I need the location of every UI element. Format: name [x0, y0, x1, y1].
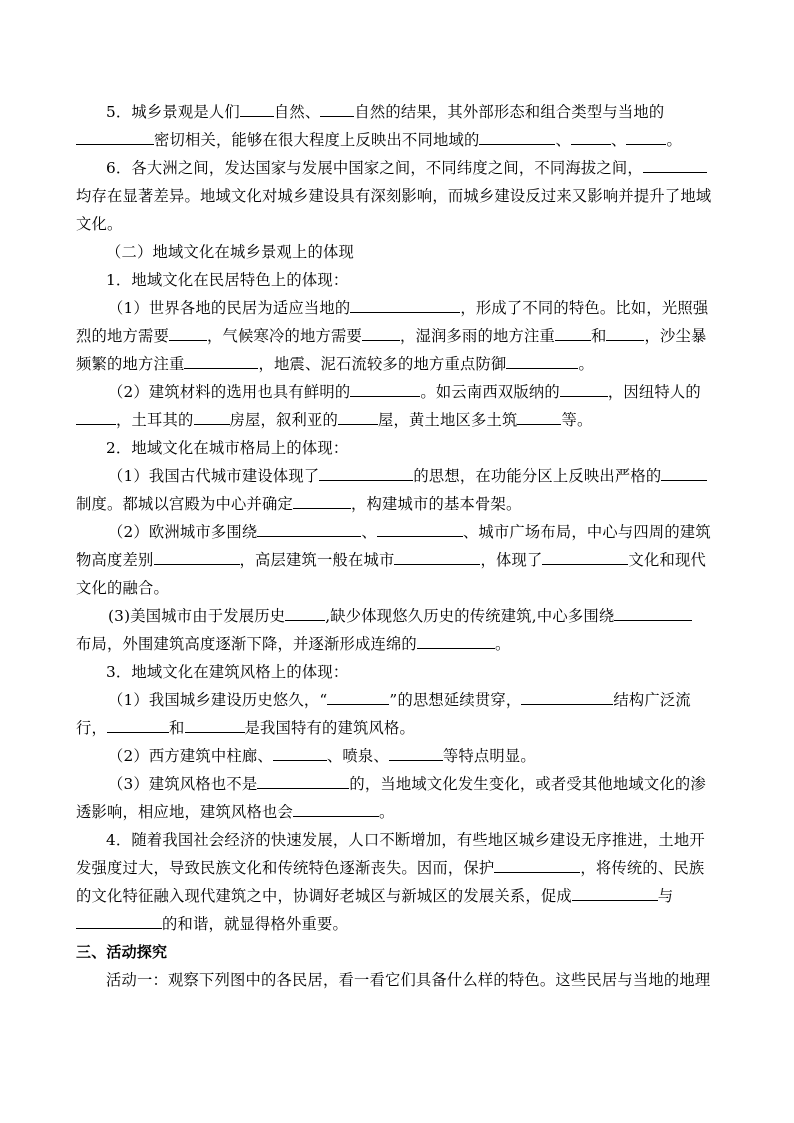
p2-line-2: ，土耳其的 房屋，叙利亚的 屋，黄土地区多土筑 等。 — [76, 410, 721, 430]
p2-line-1: （2）建筑材料的选用也具有鲜明的 。如云南西双版纳的 ，因纽特人的 — [108, 383, 701, 401]
item-4-line-1: 4．随着我国社会经济的快速发展，人口不断增加，有些地区城乡建设无序推进，土地开 — [106, 831, 705, 849]
p6-line-2: 行， 和 是我国特有的建筑风格。 — [76, 719, 415, 737]
p3-line-2: 制度。都城以宫殿为中心并确定 ，构建城市的基本骨架。 — [76, 495, 522, 513]
section-3-heading: 三、活动探究 — [76, 943, 168, 961]
p5-line-1: (3)美国城市由于发展历史 ,缺少体现悠久历史的传统建筑,中心多围绕 — [108, 606, 721, 626]
p6-line-1: （1）我国城乡建设历史悠久，“ ”的思想延续贯穿， 结构广泛流 — [108, 691, 691, 709]
p7-line-1: （2）西方建筑中柱廊、 、喷泉、 等特点明显。 — [108, 747, 536, 765]
subheading-1: 1．地域文化在民居特色上的体现： — [106, 271, 349, 289]
p8-line-2: 透影响，相应地，建筑风格也会 。 — [76, 803, 395, 821]
item-5-line-2: 密切相关，能够在很大程度上反映出不同地域的 、 、 。 — [76, 130, 721, 150]
item-5-line-1: 5．城乡景观是人们 自然、 自然的结果，其外部形态和组合类型与当地的 — [106, 103, 665, 121]
p1-line-2: 烈的地方需要 ，气候寒冷的地方需要 ，湿润多雨的地方注重 和 ，沙尘暴 — [76, 327, 707, 345]
item-4-line-3: 的文化特征融入现代建筑之中，协调好老城区与新城区的发展关系，促成 与 — [76, 887, 674, 905]
p4-line-3: 文化的融合。 — [76, 579, 169, 597]
item-4-line-2: 发强度过大，导致民族文化和传统特色逐渐丧失。因而，保护 ，将传统的、民族 — [76, 859, 705, 877]
p4-line-2: 物高度差别 ，高层建筑一般在城市 ，体现了 文化和现代 — [76, 551, 706, 569]
p4-line-1: （2）欧洲城市多围绕 、 、城市广场布局，中心与四周的建筑 — [108, 523, 711, 541]
item-6-line-1: 6．各大洲之间，发达国家与发展中国家之间，不同纬度之间，不同海拔之间， — [106, 158, 721, 178]
p8-line-1: （3）建筑风格也不是 的，当地域文化发生变化，或者受其他地域文化的渗 — [108, 775, 706, 793]
section-2-heading: （二）地域文化在城乡景观上的体现 — [106, 243, 354, 261]
item-6-line-2: 均存在显著差异。地域文化对城乡建设具有深刻影响，而城乡建设反过来又影响并提升了地域 — [76, 187, 712, 205]
activity-1-line-1: 活动一：观察下列图中的各民居，看一看它们具备什么样的特色。这些民居与当地的地理 — [106, 971, 711, 989]
p3-line-1: （1）我国古代城市建设体现了 的思想，在功能分区上反映出严格的 — [108, 466, 721, 486]
item-6-line-3: 文化。 — [76, 215, 123, 233]
p1-line-1: （1）世界各地的民居为适应当地的 ，形成了不同的特色。比如，光照强 — [108, 299, 709, 317]
item-4-line-4: 的和谐，就显得格外重要。 — [76, 914, 721, 934]
subheading-3: 3．地域文化在建筑风格上的体现： — [106, 663, 349, 681]
p5-line-2: 布局，外围建筑高度逐渐下降，并逐渐形成连绵的 。 — [76, 635, 511, 653]
p1-line-3: 频繁的地方注重 ，地震、泥石流较多的地方重点防御 。 — [76, 355, 594, 373]
subheading-2: 2．地域文化在城市格局上的体现： — [106, 439, 349, 457]
